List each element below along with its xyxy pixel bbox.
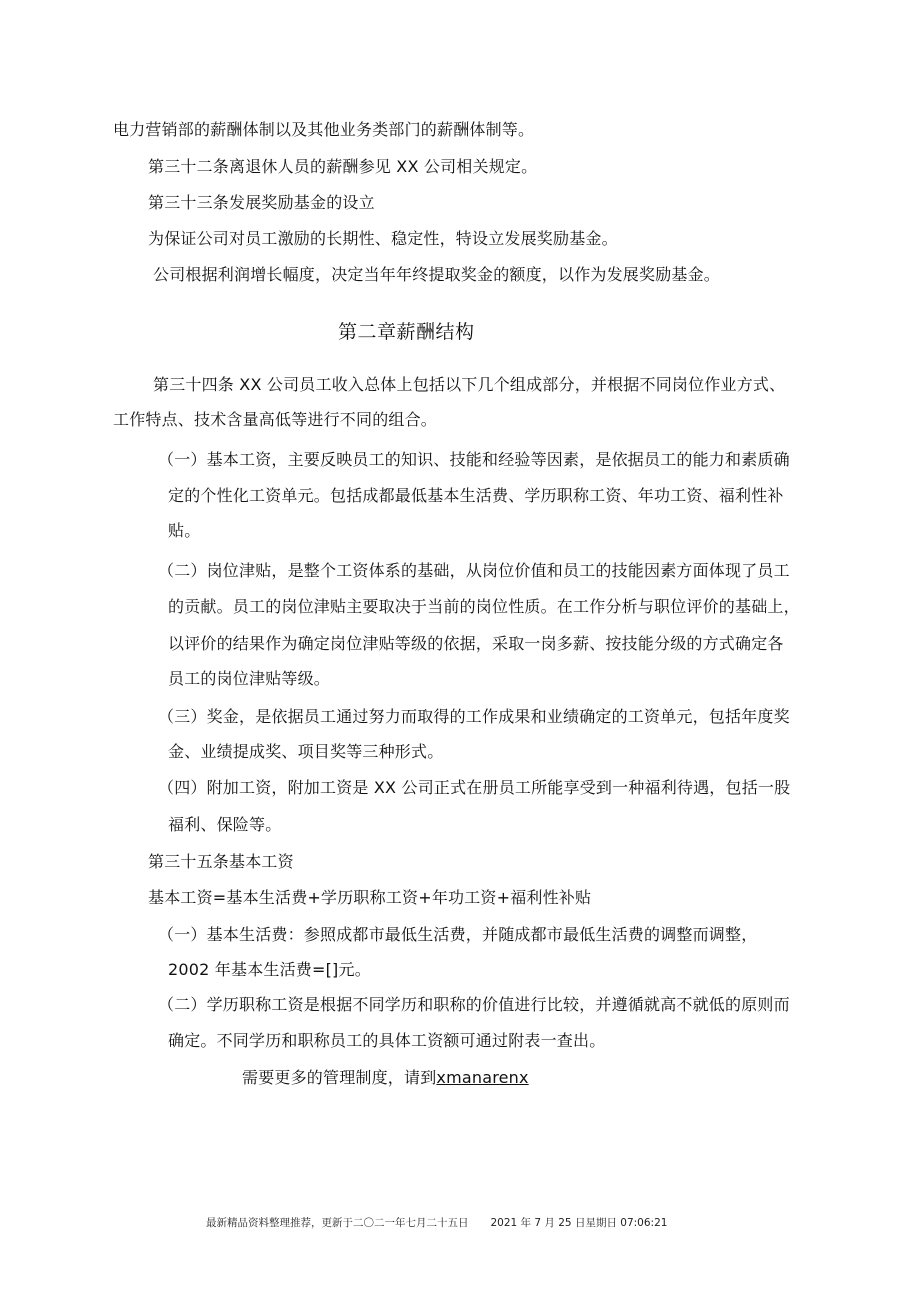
text-line-7: 第三十四条 XX 公司员工收入总体上包括以下几个组成部分，并根据不同岗位作业方式、 <box>153 375 786 394</box>
promo-text: 需要更多的管理制度，请到 <box>242 1068 437 1087</box>
text-line-12: （二）岗位津贴，是整个工资体系的基础，从岗位价值和员工的技能因素方面体现了员工 <box>158 561 790 580</box>
text-line-15: 员工的岗位津贴等级。 <box>168 669 331 688</box>
text-line-4: 为保证公司对员工激励的长期性、稳定性，特设立发展奖励基金。 <box>148 229 618 248</box>
text-line-8: 工作特点、技术含量高低等进行不同的组合。 <box>113 410 438 429</box>
text-line-14: 以评价的结果作为确定岗位津贴等级的依据，采取一岗多薪、按技能分级的方式确定各 <box>168 634 784 653</box>
text-line-13: 的贡献。员工的岗位津贴主要取决于当前的岗位性质。在工作分析与职位评价的基础上， <box>168 597 800 616</box>
text-line-22: （一）基本生活费：参照成都市最低生活费，并随成都市最低生活费的调整而调整， <box>158 925 758 944</box>
text-line-21: 基本工资=基本生活费+学历职称工资+年功工资+福利性补贴 <box>148 888 592 907</box>
chapter-heading: 第二章薪酬结构 <box>338 321 475 343</box>
footer-datetime: 2021 年 7 月 25 日星期日 07:06:21 <box>490 1217 668 1229</box>
text-line-17: 金、业绩提成奖、项目奖等三种形式。 <box>168 742 444 761</box>
text-line-18: （四）附加工资，附加工资是 XX 公司正式在册员工所能享受到一种福利待遇，包括一股 <box>158 778 791 797</box>
text-line-3: 第三十三条发展奖励基金的设立 <box>148 193 375 212</box>
text-line-5: 公司根据利润增长幅度，决定当年年终提取奖金的额度，以作为发展奖励基金。 <box>153 265 721 284</box>
footer-text: 最新精品资料整理推荐，更新于二〇二一年七月二十五日 <box>206 1217 469 1229</box>
page-footer <box>206 1216 667 1230</box>
text-line-10: 定的个性化工资单元。包括成都最低基本生活费、学历职称工资、年功工资、福利性补 <box>168 486 784 505</box>
text-line-16: （三）奖金，是依据员工通过努力而取得的工作成果和业绩确定的工资单元，包括年度奖 <box>158 707 790 726</box>
text-line-20: 第三十五条基本工资 <box>148 852 294 871</box>
text-line-25: 确定。不同学历和职称员工的具体工资额可通过附表一查出。 <box>168 1031 606 1050</box>
text-line-1: 电力营销部的薪酬体制以及其他业务类部门的薪酬体制等。 <box>113 120 535 139</box>
promo-link[interactable]: xmanarenx <box>436 1068 529 1087</box>
promo-line <box>242 1068 529 1088</box>
text-line-11: 贴。 <box>168 521 201 540</box>
text-line-24: （二）学历职称工资是根据不同学历和职称的价值进行比较，并遵循就高不就低的原则而 <box>158 995 790 1014</box>
text-line-9: （一）基本工资，主要反映员工的知识、技能和经验等因素，是依据员工的能力和素质确 <box>158 450 790 469</box>
text-line-23: 2002 年基本生活费=[]元。 <box>168 960 371 979</box>
text-line-2: 第三十二条离退休人员的薪酬参见 XX 公司相关规定。 <box>148 157 538 176</box>
text-line-19: 福利、保险等。 <box>168 815 282 834</box>
